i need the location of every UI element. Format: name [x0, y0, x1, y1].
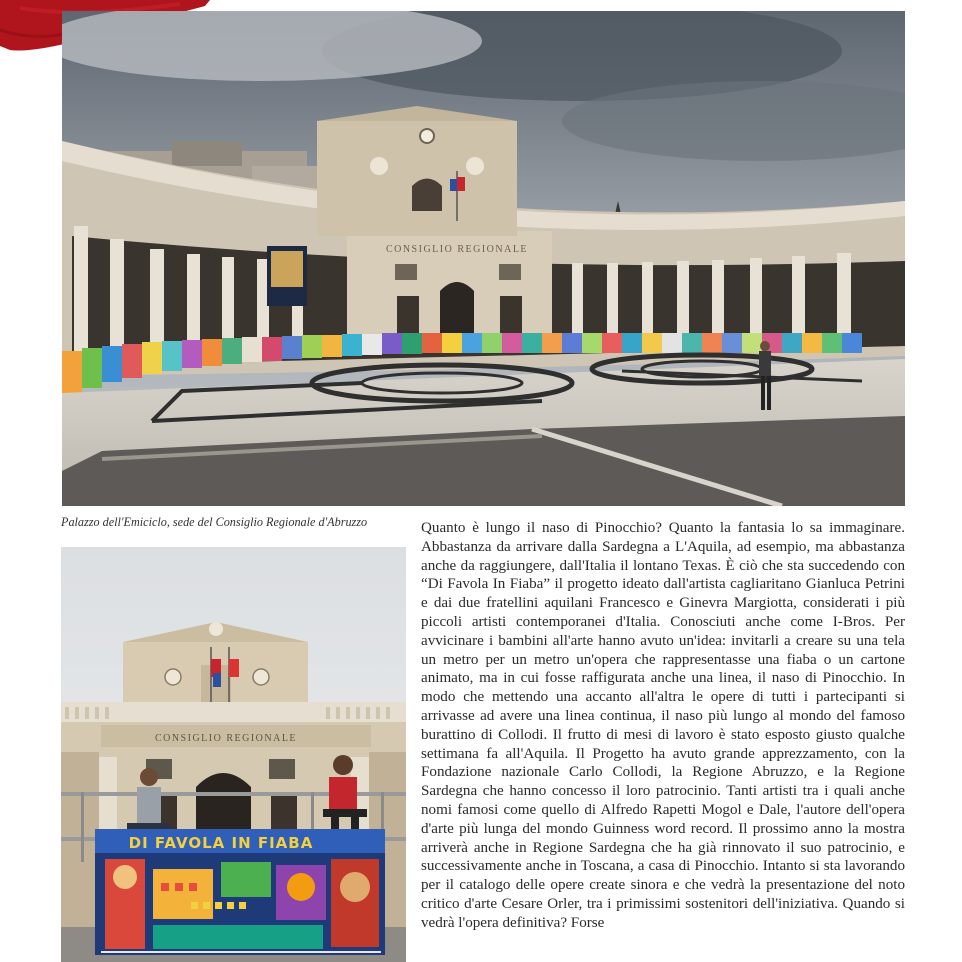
banner-text: DI FAVOLA IN FIABA [128, 834, 314, 852]
photo-caption: Palazzo dell'Emiciclo, sede del Consiglio Regionale d'Abruzzo [61, 515, 368, 529]
children-banner-photo [61, 547, 406, 962]
top-sign-text: CONSIGLIO REGIONALE [385, 244, 529, 255]
bottom-sign-text: CONSIGLIO REGIONALE [154, 733, 298, 744]
palazzo-emiciclo-photo [62, 11, 905, 506]
article-body: Quanto è lungo il naso di Pinocchio? Quanto la fantasia lo sa immaginare. Abbastanza da arrivare dalla Sardegna a L'Aquila, ad esempio, ma abbastanza anche da raggiungere, dall'Italia il lontano Texas. È ciò che sta succedendo con “Di Favola In Fiaba” il progetto ideato dall'artista cagliaritano Gianluca Petrini e dai due fratellini aquilani Francesco e Ginevra Margiotta, considerati i più piccoli artisti contemporanei d'Italia. Conosciuti anche come I-Bros. Per avvicinare i bambini all'arte hanno avuto un'idea: invitarli a creare su una tela un metro per un metro un'opera che rappresentasse una fiaba o un cartone animato, ma in cui fosse raffigurata anche una linea, il naso di Pinocchio. In modo che mettendo una accanto all'altra le opere di tutti i partecipanti si arrivasse ad avere una linea continua, il naso più lungo al mondo del famoso burattino di Collodi. Il frutto di mesi di lavoro è stato esposto giusto qualche settimana fa all'Aquila. Il Progetto ha avuto grande apprezzamento, con la Fondazione nazionale Carlo Collodi, la Regione Abruzzo, e la Regione Sardegna che hanno concesso il loro patrocinio. Tanti artisti tra i quali anche nomi famosi come quello di Alfredo Rapetti Mogol e Dale, l'autore dell'opera d'arte più lunga del mondo Guinness word record. Il prossimo anno la mostra arriverà anche in Regione Sardegna che ha già rinnovato il suo patrocinio, e successivamente anche in Toscana, a casa di Pinocchio. Intanto si sta lavorando per il catalogo delle opere create sinora e che vedrà la presentazione del noto critico d'arte Cesare Orler, tra i primissimi sostenitori dell'iniziativa. Quando si vedrà l'opera definitiva? Forse [421, 520, 905, 931]
